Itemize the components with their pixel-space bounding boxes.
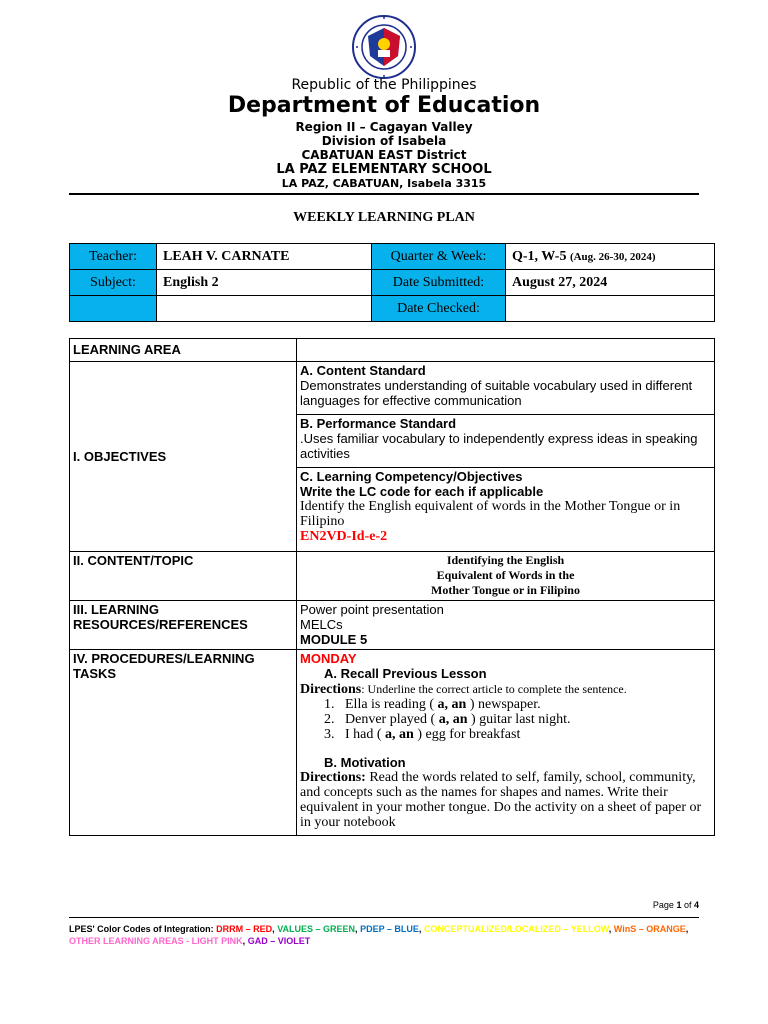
subject-label: Subject: [70, 270, 157, 296]
content-standard-title: A. Content Standard [300, 363, 426, 378]
procedures-label: IV. PROCEDURES/LEARNING TASKS [70, 650, 297, 836]
procedures-cell [297, 650, 715, 836]
motivation-directions-label: Directions: [300, 770, 366, 785]
motivation-directions [300, 770, 711, 830]
learning-area-label: LEARNING AREA [70, 339, 297, 362]
recall-directions-text: : Underline the correct article to complete the sentence. [361, 682, 627, 696]
resource-item: MELCs [300, 617, 343, 632]
resources-label: III. LEARNING RESOURCES/REFERENCES [70, 601, 297, 650]
learning-area-value [297, 339, 715, 362]
page-total: 4 [693, 900, 699, 910]
page-of: of [681, 900, 694, 910]
motivation-directions-text: Read the words related to self, family, school, community, and concepts such as the names for shapes and names. Write their equivalent in your mother tongue. Do the activity on a sheet of paper or in your notebook [300, 770, 702, 830]
header-divider [69, 193, 699, 195]
item-options: a, an [437, 697, 467, 712]
performance-standard-cell [297, 415, 715, 468]
competency-subtitle: Write the LC code for each if applicable [300, 484, 544, 499]
topic-line: Identifying the English [446, 553, 565, 567]
legend-label: LPES' Color Codes of Integration: [69, 924, 217, 934]
legend-code-item: CONCEPTUALIZED/LOCALIZED – YELLOW [423, 924, 609, 934]
content-topic-label: II. CONTENT/TOPIC [70, 552, 297, 601]
competency-cell [297, 468, 715, 552]
checked-value [506, 296, 715, 322]
quarter-week: Q-1, W-5 [512, 248, 567, 264]
day-label: MONDAY [300, 651, 357, 666]
division-line: Division of Isabela [321, 134, 447, 148]
school-address: LA PAZ, CABATUAN, Isabela 3315 [281, 177, 487, 190]
topic-line: Mother Tongue or in Filipino [431, 583, 580, 597]
recall-list [324, 697, 711, 742]
recall-directions-label: Directions [300, 682, 362, 697]
topic-cell [297, 552, 715, 601]
page-number [653, 900, 699, 910]
legend-code-item: OTHER LEARNING AREAS - LIGHT PINK [69, 936, 243, 946]
item-text: ) newspaper. [466, 697, 541, 712]
republic-line: Republic of the Philippines [291, 77, 477, 93]
info-table [69, 243, 715, 322]
performance-standard-title: B. Performance Standard [300, 416, 457, 431]
spacer [300, 742, 711, 755]
performance-standard-text: .Uses familiar vocabulary to independently express ideas in speaking activities [300, 431, 698, 461]
legend-code-item: DRRM – RED [216, 924, 273, 934]
page-label: Page [652, 900, 677, 910]
quarter-value [506, 244, 715, 270]
objectives-label: I. OBJECTIVES [70, 362, 297, 552]
color-code-legend [69, 923, 709, 947]
teacher-value: LEAH V. CARNATE [157, 244, 372, 270]
region-line: Region II – Cagayan Valley [295, 120, 473, 134]
item-text: Denver played ( [345, 712, 439, 727]
teacher-label: Teacher: [70, 244, 157, 270]
item-text: I had ( [345, 727, 386, 742]
legend-separator: , [242, 936, 248, 946]
item-number: 3. [324, 727, 335, 742]
plan-table [69, 338, 715, 836]
quarter-dates: (Aug. 26-30, 2024) [569, 250, 656, 263]
list-item [324, 712, 711, 727]
content-standard-cell [297, 362, 715, 415]
legend-separator: , [608, 924, 614, 934]
subject-value: English 2 [157, 270, 372, 296]
item-number: 1. [324, 697, 335, 712]
legend-code-item: PDEP – BLUE [360, 924, 419, 934]
deped-seal-icon [348, 14, 420, 80]
legend-separator: , [272, 924, 278, 934]
district-line: CABATUAN EAST District [301, 148, 467, 162]
document-title: WEEKLY LEARNING PLAN [293, 210, 475, 225]
legend-code-item: WinS – ORANGE [613, 924, 686, 934]
competency-text: Identify the English equivalent of words in the Mother Tongue or in Filipino [300, 499, 681, 529]
school-name: LA PAZ ELEMENTARY SCHOOL [276, 162, 492, 177]
resource-module: MODULE 5 [300, 632, 368, 647]
resources-cell [297, 601, 715, 650]
quarter-label: Quarter & Week: [372, 244, 506, 270]
item-number: 2. [324, 712, 335, 727]
blank-value-cell [157, 296, 372, 322]
list-item [324, 727, 711, 742]
blank-label-cell [70, 296, 157, 322]
motivation-title: B. Motivation [324, 755, 406, 770]
footer-divider [69, 917, 699, 918]
list-item [324, 697, 711, 712]
recall-title: A. Recall Previous Lesson [324, 666, 487, 681]
content-standard-text: Demonstrates understanding of suitable vocabulary used in different languages for effective communication [300, 378, 693, 408]
department-title: Department of Education [227, 93, 541, 118]
item-text: Ella is reading ( [345, 697, 438, 712]
item-text: ) guitar last night. [467, 712, 571, 727]
resource-item: Power point presentation [300, 602, 444, 617]
competency-code: EN2VD-Id-e-2 [300, 529, 388, 544]
legend-code-item: VALUES – GREEN [277, 924, 356, 934]
competency-title: C. Learning Competency/Objectives [300, 469, 523, 484]
submitted-value: August 27, 2024 [506, 270, 715, 296]
checked-label: Date Checked: [372, 296, 506, 322]
legend-separator: , [685, 924, 689, 934]
item-options: a, an [438, 712, 468, 727]
legend-separator: , [355, 924, 361, 934]
item-options: a, an [385, 727, 414, 742]
recall-directions [300, 681, 711, 697]
submitted-label: Date Submitted: [372, 270, 506, 296]
page-current: 1 [676, 900, 682, 910]
topic-line: Equivalent of Words in the [436, 568, 575, 582]
item-text: ) egg for breakfast [413, 727, 521, 742]
legend-code-item: GAD – VIOLET [247, 936, 311, 946]
legend-separator: , [418, 924, 424, 934]
